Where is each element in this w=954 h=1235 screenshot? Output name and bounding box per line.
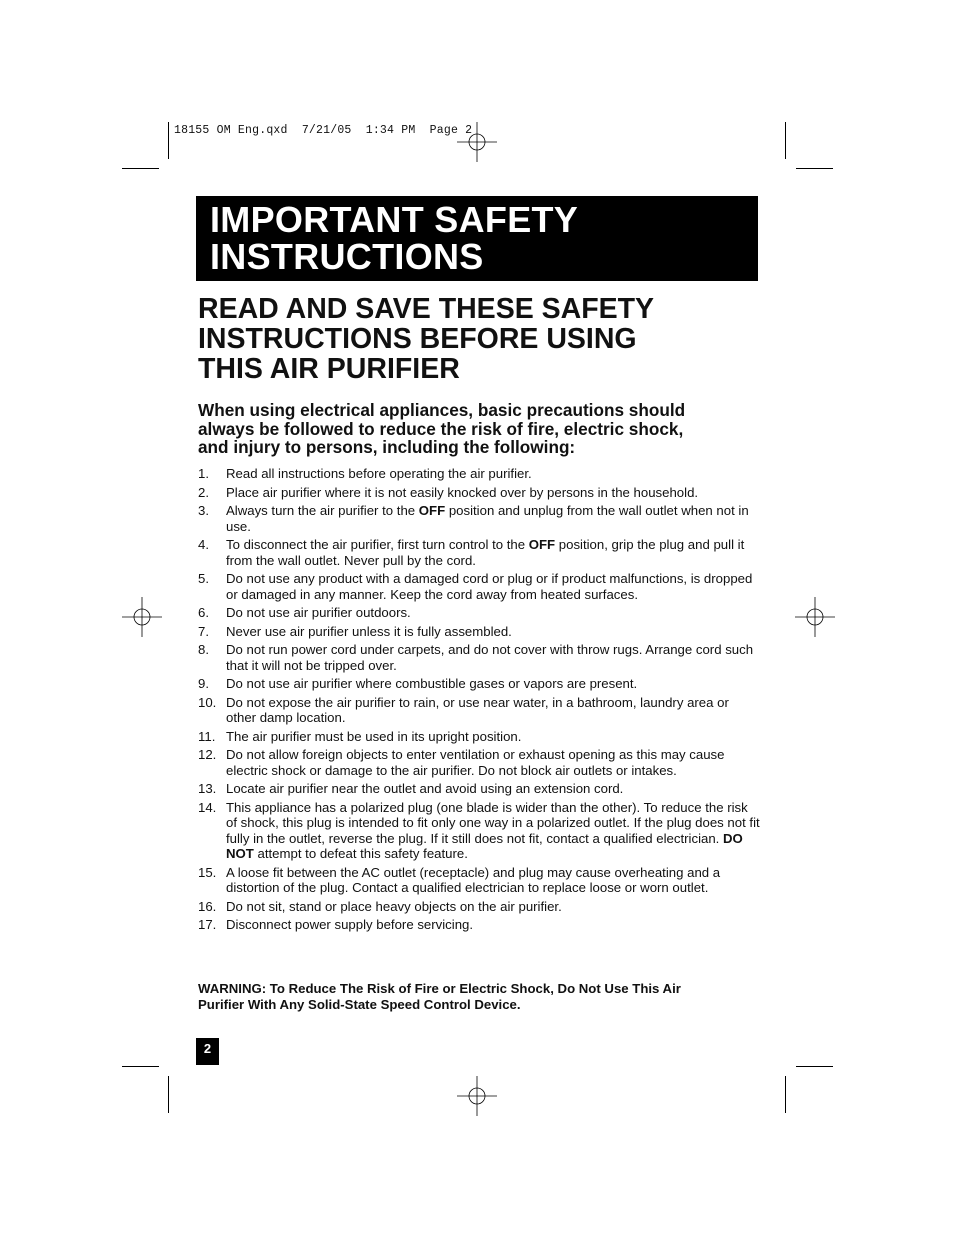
warning-text bbox=[198, 981, 758, 1013]
registration-mark-icon bbox=[795, 597, 835, 637]
registration-mark-icon bbox=[122, 597, 162, 637]
warning-line: WARNING: To Reduce The Risk of Fire or Electric Shock, Do Not Use This Air bbox=[198, 981, 681, 996]
list-item-number: 8. bbox=[198, 642, 209, 657]
list-item-number: 9. bbox=[198, 676, 209, 691]
registration-mark-icon bbox=[457, 122, 497, 162]
list-item bbox=[198, 899, 760, 915]
list-item-number: 11. bbox=[198, 728, 216, 744]
list-item-text: Locate air purifier near the outlet and avoid using an extension cord. bbox=[226, 781, 624, 796]
list-item-text: This appliance has a polarized plug (one blade is wider than the other). To reduce the risk of shock, this plug is intended to fit only one way in a polarized outlet. If the plug does not fit fully in the outlet, reverse the plug. If it still does not fit, contact a qualified electrician. bbox=[226, 799, 760, 846]
list-item-text: attempt to defeat this safety feature. bbox=[253, 846, 468, 861]
list-item bbox=[198, 466, 760, 482]
crop-mark bbox=[796, 168, 833, 169]
list-item bbox=[198, 747, 760, 778]
list-item-text: Never use air purifier unless it is fully assembled. bbox=[226, 623, 512, 639]
list-item bbox=[198, 642, 760, 673]
registration-mark-icon bbox=[457, 1076, 497, 1116]
intro-paragraph bbox=[198, 401, 758, 457]
list-item-text: Do not use air purifier outdoors. bbox=[226, 605, 411, 620]
list-item-emphasis: DO NOT bbox=[226, 830, 743, 861]
section-heading bbox=[198, 294, 758, 384]
list-item-text: Do not allow foreign objects to enter ventilation or exhaust opening as this may cause electric shock or damage to the air purifier. Do not block air outlets or intakes. bbox=[226, 747, 725, 778]
section-heading-line: READ AND SAVE THESE SAFETY bbox=[198, 293, 655, 325]
list-item-number: 5. bbox=[198, 571, 209, 586]
list-item-text: A loose fit between the AC outlet (receptacle) and plug may cause overheating and a distortion of the plug. Contact a qualified electrician to replace loose or worn outlet. bbox=[226, 864, 721, 895]
list-item-text: Do not use any product with a damaged cord or plug or if product malfunctions, is dropped or damaged in any manner. Keep the cord away from heated surfaces. bbox=[226, 571, 753, 602]
list-item bbox=[198, 676, 760, 692]
intro-line: When using electrical appliances, basic precautions should bbox=[198, 400, 686, 420]
list-item-number: 13. bbox=[198, 781, 217, 796]
list-item-number: 14. bbox=[198, 799, 217, 815]
list-item-number: 1. bbox=[198, 466, 209, 481]
list-item bbox=[198, 695, 760, 726]
page-number: 2 bbox=[196, 1038, 219, 1065]
list-item-text: position and unplug from the wall outlet when not in use. bbox=[226, 503, 749, 534]
list-item-text: Place air purifier where it is not easily knocked over by persons in the household. bbox=[226, 484, 699, 500]
list-item-number: 3. bbox=[198, 503, 209, 518]
section-heading-line: INSTRUCTIONS BEFORE USING bbox=[198, 323, 637, 355]
list-item bbox=[198, 537, 760, 568]
section-heading-line: THIS AIR PURIFIER bbox=[198, 353, 460, 385]
crop-mark bbox=[168, 1076, 169, 1113]
list-item-text: Do not sit, stand or place heavy objects on the air purifier. bbox=[226, 898, 562, 914]
crop-mark bbox=[796, 1066, 833, 1067]
list-item-text: To disconnect the air purifier, first turn control to the bbox=[226, 537, 529, 552]
list-item bbox=[198, 800, 760, 862]
list-item bbox=[198, 917, 760, 933]
list-item-text: Always turn the air purifier to the bbox=[226, 503, 419, 518]
intro-line: always be followed to reduce the risk of fire, electric shock, bbox=[198, 418, 684, 439]
list-item-number: 10. bbox=[198, 694, 217, 710]
intro-line: and injury to persons, including the following: bbox=[198, 437, 576, 457]
list-item-text: The air purifier must be used in its upright position. bbox=[226, 728, 522, 744]
list-item bbox=[198, 503, 760, 534]
list-item-text: Do not expose the air purifier to rain, or use near water, in a bathroom, laundry area or other damp location. bbox=[226, 694, 729, 725]
list-item-number: 15. bbox=[198, 864, 217, 880]
list-item bbox=[198, 485, 760, 501]
crop-mark bbox=[785, 1076, 786, 1113]
list-item-number: 2. bbox=[198, 484, 209, 500]
page-title-banner bbox=[196, 196, 758, 281]
list-item-number: 4. bbox=[198, 537, 209, 552]
crop-mark bbox=[168, 122, 169, 159]
list-item-text: Disconnect power supply before servicing. bbox=[226, 917, 474, 932]
printer-slug: 18155 OM Eng.qxd 7/21/05 1:34 PM Page 2 bbox=[174, 124, 473, 137]
page-title-line: INSTRUCTIONS bbox=[210, 236, 484, 277]
list-item-text: Do not use air purifier where combustible gases or vapors are present. bbox=[226, 676, 638, 691]
list-item-text: Read all instructions before operating the air purifier. bbox=[226, 466, 532, 481]
list-item bbox=[198, 571, 760, 602]
list-item bbox=[198, 865, 760, 896]
page-title-line: IMPORTANT SAFETY bbox=[210, 199, 579, 240]
list-item-text: Do not run power cord under carpets, and do not cover with throw rugs. Arrange cord such that it will not be tripped over. bbox=[226, 642, 754, 673]
instruction-list bbox=[198, 466, 760, 936]
list-item-emphasis: OFF bbox=[528, 537, 556, 552]
list-item bbox=[198, 781, 760, 797]
list-item-text: position, grip the plug and pull it from the wall outlet. Never pull by the cord. bbox=[226, 537, 745, 568]
list-item bbox=[198, 605, 760, 621]
crop-mark bbox=[122, 1066, 159, 1067]
list-item-number: 6. bbox=[198, 605, 209, 620]
list-item-number: 17. bbox=[198, 917, 217, 932]
crop-mark bbox=[785, 122, 786, 159]
list-item-number: 7. bbox=[198, 623, 209, 639]
crop-mark bbox=[122, 168, 159, 169]
list-item-number: 16. bbox=[198, 898, 217, 914]
list-item-emphasis: OFF bbox=[418, 503, 446, 518]
warning-line: Purifier With Any Solid-State Speed Control Device. bbox=[198, 997, 521, 1012]
list-item bbox=[198, 729, 760, 745]
list-item bbox=[198, 624, 760, 640]
list-item-number: 12. bbox=[198, 747, 217, 762]
